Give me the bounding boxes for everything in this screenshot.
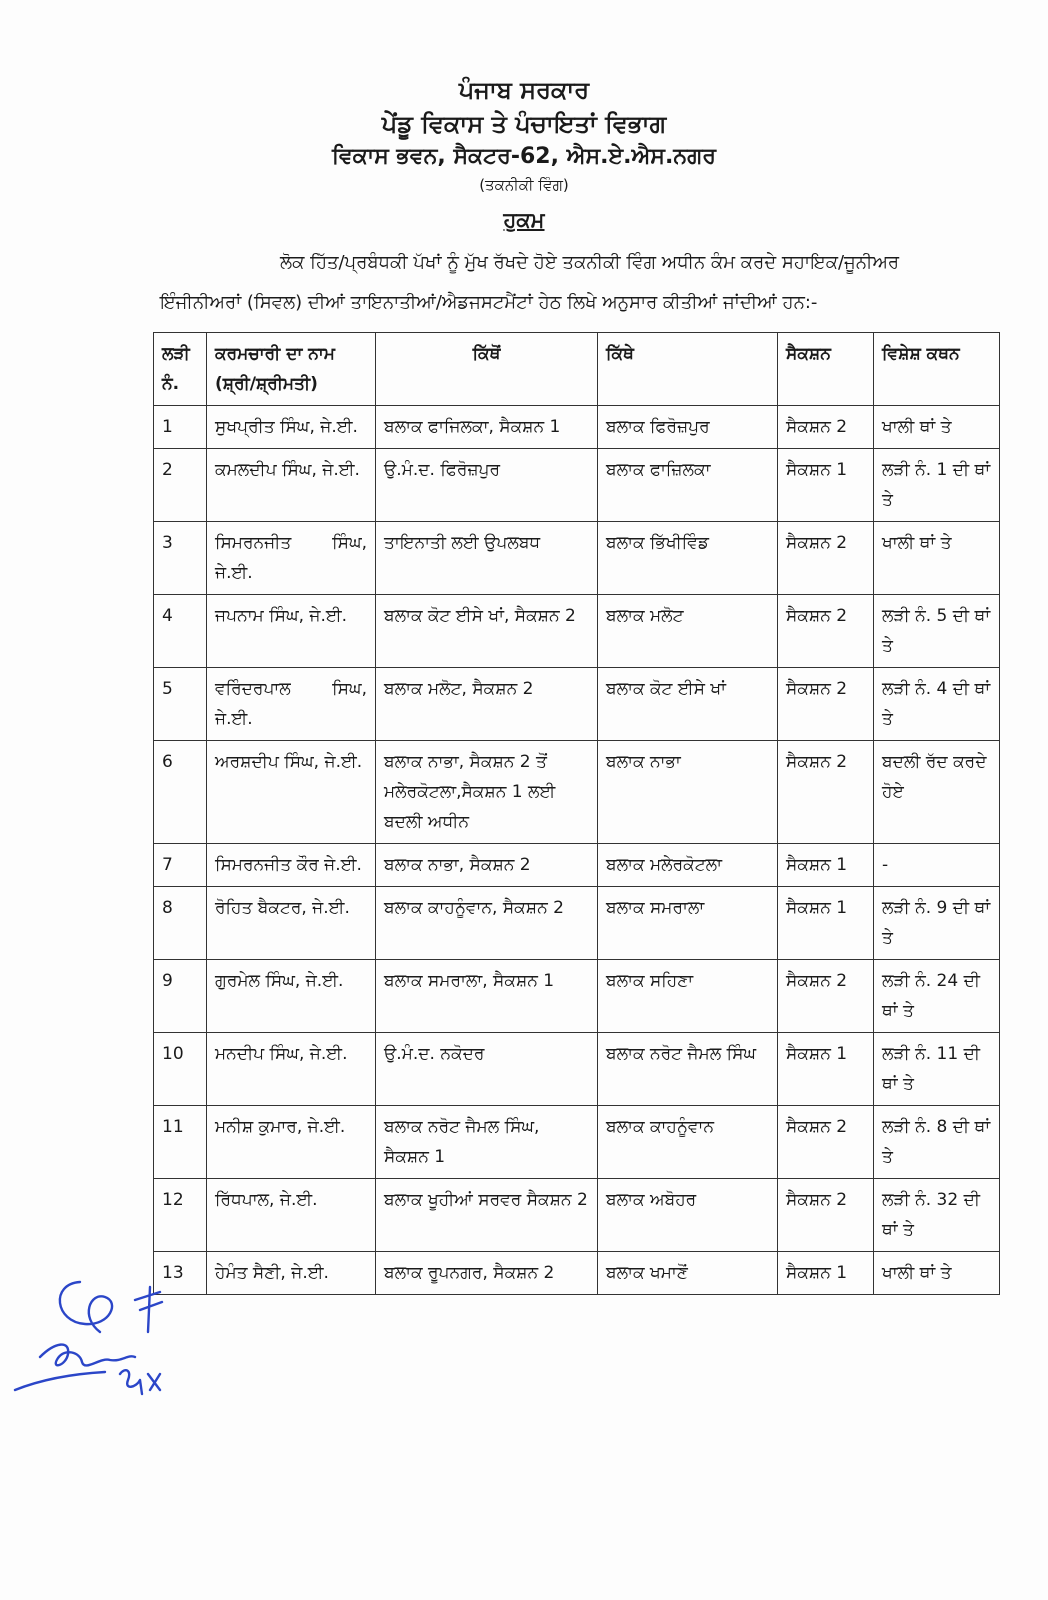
- from-cell: ਬਲਾਕ ਸਮਰਾਲਾ, ਸੈਕਸ਼ਨ 1: [376, 960, 598, 1033]
- header-government: ਪੰਜਾਬ ਸਰਕਾਰ: [458, 76, 590, 104]
- sr-cell: 5: [154, 668, 207, 741]
- to-cell: ਬਲਾਕ ਕਾਹਨੂੰਵਾਨ: [598, 1106, 778, 1179]
- from-cell: ਬਲਾਕ ਕੋਟ ਈਸੇ ਖਾਂ, ਸੈਕਸ਼ਨ 2: [376, 595, 598, 668]
- postings-table: [153, 332, 1000, 1295]
- header-from: ਕਿੱਥੋਂ: [376, 333, 598, 406]
- from-cell: ਬਲਾਕ ਨਾਭਾ, ਸੈਕਸ਼ਨ 2: [376, 844, 598, 887]
- table-row: [154, 668, 1000, 741]
- section-cell: ਸੈਕਸ਼ਨ 2: [778, 1106, 874, 1179]
- header-wing: (ਤਕਨੀਕੀ ਵਿੰਗ): [479, 176, 569, 194]
- section-cell: ਸੈਕਸ਼ਨ 1: [778, 1252, 874, 1295]
- section-cell: ਸੈਕਸ਼ਨ 1: [778, 887, 874, 960]
- sr-cell: 4: [154, 595, 207, 668]
- from-cell: ਬਲਾਕ ਮਲੋਟ, ਸੈਕਸ਼ਨ 2: [376, 668, 598, 741]
- name-cell: ਜਪਨਾਮ ਸਿੰਘ, ਜੇ.ਈ.: [207, 595, 376, 668]
- to-cell: ਬਲਾਕ ਫਿਰੋਜ਼ਪੁਰ: [598, 406, 778, 449]
- from-cell: ਤਾਇਨਾਤੀ ਲਈ ਉਪਲਬਧ: [376, 522, 598, 595]
- remarks-cell: ਲੜੀ ਨੰ. 1 ਦੀ ਥਾਂ ਤੇ: [874, 449, 1000, 522]
- to-cell: ਬਲਾਕ ਅਬੋਹਰ: [598, 1179, 778, 1252]
- name-cell: ਅਰਸ਼ਦੀਪ ਸਿੰਘ, ਜੇ.ਈ.: [207, 741, 376, 844]
- header-to: ਕਿੱਥੇ: [598, 333, 778, 406]
- signature-icon: [10, 1262, 180, 1412]
- name-cell: ਰੋਹਿਤ ਬੈਕਟਰ, ਜੇ.ਈ.: [207, 887, 376, 960]
- table-row: [154, 844, 1000, 887]
- to-cell: ਬਲਾਕ ਭਿੱਖੀਵਿੰਡ: [598, 522, 778, 595]
- sr-cell: 10: [154, 1033, 207, 1106]
- from-cell: ਬਲਾਕ ਨਰੋਟ ਜੈਮਲ ਸਿੰਘ, ਸੈਕਸ਼ਨ 1: [376, 1106, 598, 1179]
- table-row: [154, 449, 1000, 522]
- remarks-cell: ਬਦਲੀ ਰੱਦ ਕਰਦੇ ਹੋਏ: [874, 741, 1000, 844]
- remarks-cell: ਲੜੀ ਨੰ. 11 ਦੀ ਥਾਂ ਤੇ: [874, 1033, 1000, 1106]
- section-cell: ਸੈਕਸ਼ਨ 2: [778, 522, 874, 595]
- intro-line-1: ਲੋਕ ਹਿੱਤ/ਪ੍ਰਬੰਧਕੀ ਪੱਖਾਂ ਨੂੰ ਮੁੱਖ ਰੱਖਦੇ ਹੋਏ ਤਕਨੀਕੀ ਵਿੰਗ ਅਧੀਨ ਕੰਮ ਕਰਦੇ ਸਹਾਇਕ/ਜੂਨੀਅਰ: [280, 252, 900, 273]
- name-cell: ਕਮਲਦੀਪ ਸਿੰਘ, ਜੇ.ਈ.: [207, 449, 376, 522]
- name-cell: ਮਨੀਸ਼ ਕੁਮਾਰ, ਜੇ.ਈ.: [207, 1106, 376, 1179]
- to-cell: ਬਲਾਕ ਨਰੋਟ ਜੈਮਲ ਸਿੰਘ: [598, 1033, 778, 1106]
- sr-cell: 12: [154, 1179, 207, 1252]
- remarks-cell: ਲੜੀ ਨੰ. 8 ਦੀ ਥਾਂ ਤੇ: [874, 1106, 1000, 1179]
- table-row: [154, 741, 1000, 844]
- sr-cell: 6: [154, 741, 207, 844]
- remarks-cell: ਲੜੀ ਨੰ. 24 ਦੀ ਥਾਂ ਤੇ: [874, 960, 1000, 1033]
- table-row: [154, 1033, 1000, 1106]
- from-cell: ਬਲਾਕ ਖੂਹੀਆਂ ਸਰਵਰ ਸੈਕਸ਼ਨ 2: [376, 1179, 598, 1252]
- remarks-cell: -: [874, 844, 1000, 887]
- remarks-cell: ਖਾਲੀ ਥਾਂ ਤੇ: [874, 406, 1000, 449]
- table-row: [154, 1252, 1000, 1295]
- table-row: [154, 960, 1000, 1033]
- table-header-row: [154, 333, 1000, 406]
- to-cell: ਬਲਾਕ ਨਾਭਾ: [598, 741, 778, 844]
- header-employee-name: ਕਰਮਚਾਰੀ ਦਾ ਨਾਮ (ਸ਼੍ਰੀ/ਸ਼੍ਰੀਮਤੀ): [207, 333, 376, 406]
- remarks-cell: ਲੜੀ ਨੰ. 5 ਦੀ ਥਾਂ ਤੇ: [874, 595, 1000, 668]
- name-cell: ਰਿੱਧਪਾਲ, ਜੇ.ਈ.: [207, 1179, 376, 1252]
- to-cell: ਬਲਾਕ ਮਲੋਟ: [598, 595, 778, 668]
- section-cell: ਸੈਕਸ਼ਨ 2: [778, 595, 874, 668]
- sr-cell: 13: [154, 1252, 207, 1295]
- remarks-cell: ਲੜੀ ਨੰ. 9 ਦੀ ਥਾਂ ਤੇ: [874, 887, 1000, 960]
- table-row: [154, 1106, 1000, 1179]
- table-row: [154, 406, 1000, 449]
- remarks-cell: ਲੜੀ ਨੰ. 4 ਦੀ ਥਾਂ ਤੇ: [874, 668, 1000, 741]
- sr-cell: 8: [154, 887, 207, 960]
- from-cell: ਬਲਾਕ ਨਾਭਾ, ਸੈਕਸ਼ਨ 2 ਤੋਂ ਮਲੇਰਕੋਟਲਾ,ਸੈਕਸ਼ਨ 1 ਲਈ ਬਦਲੀ ਅਧੀਨ: [376, 741, 598, 844]
- sr-cell: 2: [154, 449, 207, 522]
- section-cell: ਸੈਕਸ਼ਨ 1: [778, 1033, 874, 1106]
- from-cell: ਬਲਾਕ ਕਾਹਨੂੰਵਾਨ, ਸੈਕਸ਼ਨ 2: [376, 887, 598, 960]
- intro-line-2: ਇੰਜੀਨੀਅਰਾਂ (ਸਿਵਲ) ਦੀਆਂ ਤਾਇਨਾਤੀਆਂ/ਐਡਜਸਟਮੈਂਟਾਂ ਹੇਠ ਲਿਖੇ ਅਨੁਸਾਰ ਕੀਤੀਆਂ ਜਾਂਦੀਆਂ ਹਨ:-: [160, 292, 818, 313]
- sr-cell: 9: [154, 960, 207, 1033]
- sr-cell: 3: [154, 522, 207, 595]
- sr-cell: 7: [154, 844, 207, 887]
- name-cell: ਵਰਿੰਦਰਪਾਲ ਸਿਘ, ਜੇ.ਈ.: [207, 668, 376, 741]
- table-row: [154, 1179, 1000, 1252]
- section-cell: ਸੈਕਸ਼ਨ 1: [778, 449, 874, 522]
- section-cell: ਸੈਕਸ਼ਨ 2: [778, 741, 874, 844]
- table-row: [154, 595, 1000, 668]
- header-sr-no: ਲੜੀ ਨੰ.: [154, 333, 207, 406]
- to-cell: ਬਲਾਕ ਖਮਾਣੋਂ: [598, 1252, 778, 1295]
- to-cell: ਬਲਾਕ ਸਮਰਾਲਾ: [598, 887, 778, 960]
- order-title: ਹੁਕਮ: [503, 208, 545, 232]
- to-cell: ਬਲਾਕ ਸਹਿਣਾ: [598, 960, 778, 1033]
- header-remarks: ਵਿਸ਼ੇਸ਼ ਕਥਨ: [874, 333, 1000, 406]
- sr-cell: 11: [154, 1106, 207, 1179]
- to-cell: ਬਲਾਕ ਮਲੇਰਕੋਟਲਾ: [598, 844, 778, 887]
- remarks-cell: ਖਾਲੀ ਥਾਂ ਤੇ: [874, 1252, 1000, 1295]
- section-cell: ਸੈਕਸ਼ਨ 2: [778, 960, 874, 1033]
- header-address: ਵਿਕਾਸ ਭਵਨ, ਸੈਕਟਰ-62, ਐਸ.ਏ.ਐਸ.ਨਗਰ: [331, 144, 717, 169]
- section-cell: ਸੈਕਸ਼ਨ 2: [778, 1179, 874, 1252]
- name-cell: ਹੇਮੰਤ ਸੈਣੀ, ਜੇ.ਈ.: [207, 1252, 376, 1295]
- section-cell: ਸੈਕਸ਼ਨ 1: [778, 844, 874, 887]
- name-cell: ਸਿਮਰਨਜੀਤ ਸਿੰਘ, ਜੇ.ਈ.: [207, 522, 376, 595]
- remarks-cell: ਖਾਲੀ ਥਾਂ ਤੇ: [874, 522, 1000, 595]
- to-cell: ਬਲਾਕ ਫਾਜ਼ਿਲਕਾ: [598, 449, 778, 522]
- name-cell: ਗੁਰਮੇਲ ਸਿੰਘ, ਜੇ.ਈ.: [207, 960, 376, 1033]
- table-row: [154, 522, 1000, 595]
- from-cell: ਬਲਾਕ ਰੂਪਨਗਰ, ਸੈਕਸ਼ਨ 2: [376, 1252, 598, 1295]
- name-cell: ਮਨਦੀਪ ਸਿੰਘ, ਜੇ.ਈ.: [207, 1033, 376, 1106]
- table-row: [154, 887, 1000, 960]
- header-department: ਪੇਂਡੂ ਵਿਕਾਸ ਤੇ ਪੰਚਾਇਤਾਂ ਵਿਭਾਗ: [381, 110, 667, 138]
- from-cell: ਉ.ਮੰ.ਦ. ਨਕੋਦਰ: [376, 1033, 598, 1106]
- section-cell: ਸੈਕਸ਼ਨ 2: [778, 668, 874, 741]
- remarks-cell: ਲੜੀ ਨੰ. 32 ਦੀ ਥਾਂ ਤੇ: [874, 1179, 1000, 1252]
- section-cell: ਸੈਕਸ਼ਨ 2: [778, 406, 874, 449]
- to-cell: ਬਲਾਕ ਕੋਟ ਈਸੇ ਖਾਂ: [598, 668, 778, 741]
- from-cell: ਉ.ਮੰ.ਦ. ਫਿਰੋਜ਼ਪੁਰ: [376, 449, 598, 522]
- name-cell: ਸੁਖਪ੍ਰੀਤ ਸਿੰਘ, ਜੇ.ਈ.: [207, 406, 376, 449]
- from-cell: ਬਲਾਕ ਫਾਜਿਲਕਾ, ਸੈਕਸ਼ਨ 1: [376, 406, 598, 449]
- sr-cell: 1: [154, 406, 207, 449]
- name-cell: ਸਿਮਰਨਜੀਤ ਕੌਰ ਜੇ.ਈ.: [207, 844, 376, 887]
- header-section: ਸੈਕਸ਼ਨ: [778, 333, 874, 406]
